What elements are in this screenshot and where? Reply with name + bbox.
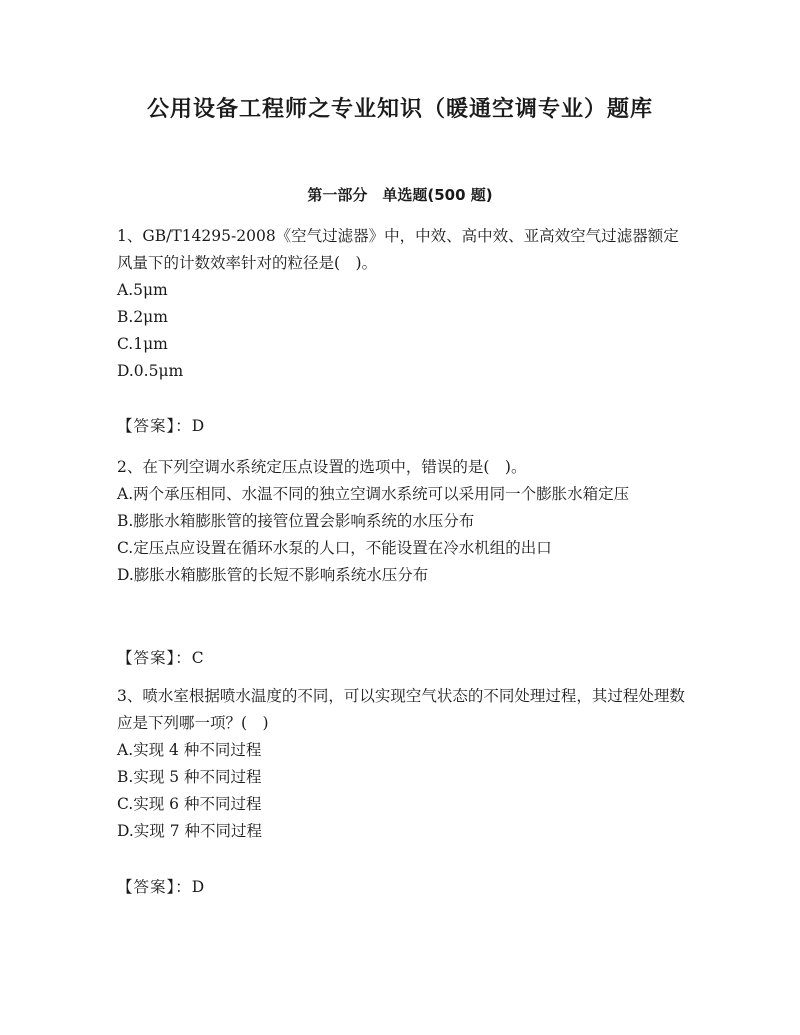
question-3: [117, 683, 689, 845]
question-stem: 1、GB/T14295-2008《空气过滤器》中，中效、高中效、亚高效空气过滤器额定风量下的计数效率针对的粒径是( )。: [117, 227, 679, 272]
option-d: D.0.5μm: [117, 362, 184, 380]
option-a: A.两个承压相同、水温不同的独立空调水系统可以采用同一个膨胀水箱定压: [117, 485, 630, 503]
question-1: [117, 223, 689, 385]
option-b: B.实现 5 种不同过程: [117, 768, 262, 786]
document-title: 公用设备工程师之专业知识（暖通空调专业）题库: [146, 97, 653, 122]
option-d: D.膨胀水箱膨胀管的长短不影响系统水压分布: [117, 566, 429, 584]
option-b: B.2μm: [117, 308, 168, 326]
option-c: C.1μm: [117, 335, 168, 353]
answer-value: D: [191, 417, 205, 435]
answer-value: C: [191, 649, 204, 667]
question-stem: 2、在下列空调水系统定压点设置的选项中，错误的是( )。: [117, 458, 527, 476]
question-2: [117, 454, 689, 589]
option-b: B.膨胀水箱膨胀管的接管位置会影响系统的水压分布: [117, 512, 475, 530]
option-d: D.实现 7 种不同过程: [117, 822, 263, 840]
option-c: C.定压点应设置在循环水泵的人口，不能设置在冷水机组的出口: [117, 539, 552, 557]
option-a: A.5μm: [117, 281, 168, 299]
answer-1: [117, 413, 204, 440]
answer-label: 【答案】：: [117, 417, 192, 435]
section-title: 第一部分 单选题(500 题): [307, 186, 493, 204]
answer-value: D: [191, 878, 205, 896]
answer-2: [117, 645, 204, 672]
option-c: C.实现 6 种不同过程: [117, 795, 262, 813]
answer-3: [117, 874, 204, 901]
answer-label: 【答案】：: [117, 878, 192, 896]
answer-label: 【答案】：: [117, 649, 192, 667]
option-a: A.实现 4 种不同过程: [117, 741, 262, 759]
question-stem: 3、喷水室根据喷水温度的不同，可以实现空气状态的不同处理过程，其过程处理数应是下列哪一项？( ): [117, 687, 685, 732]
